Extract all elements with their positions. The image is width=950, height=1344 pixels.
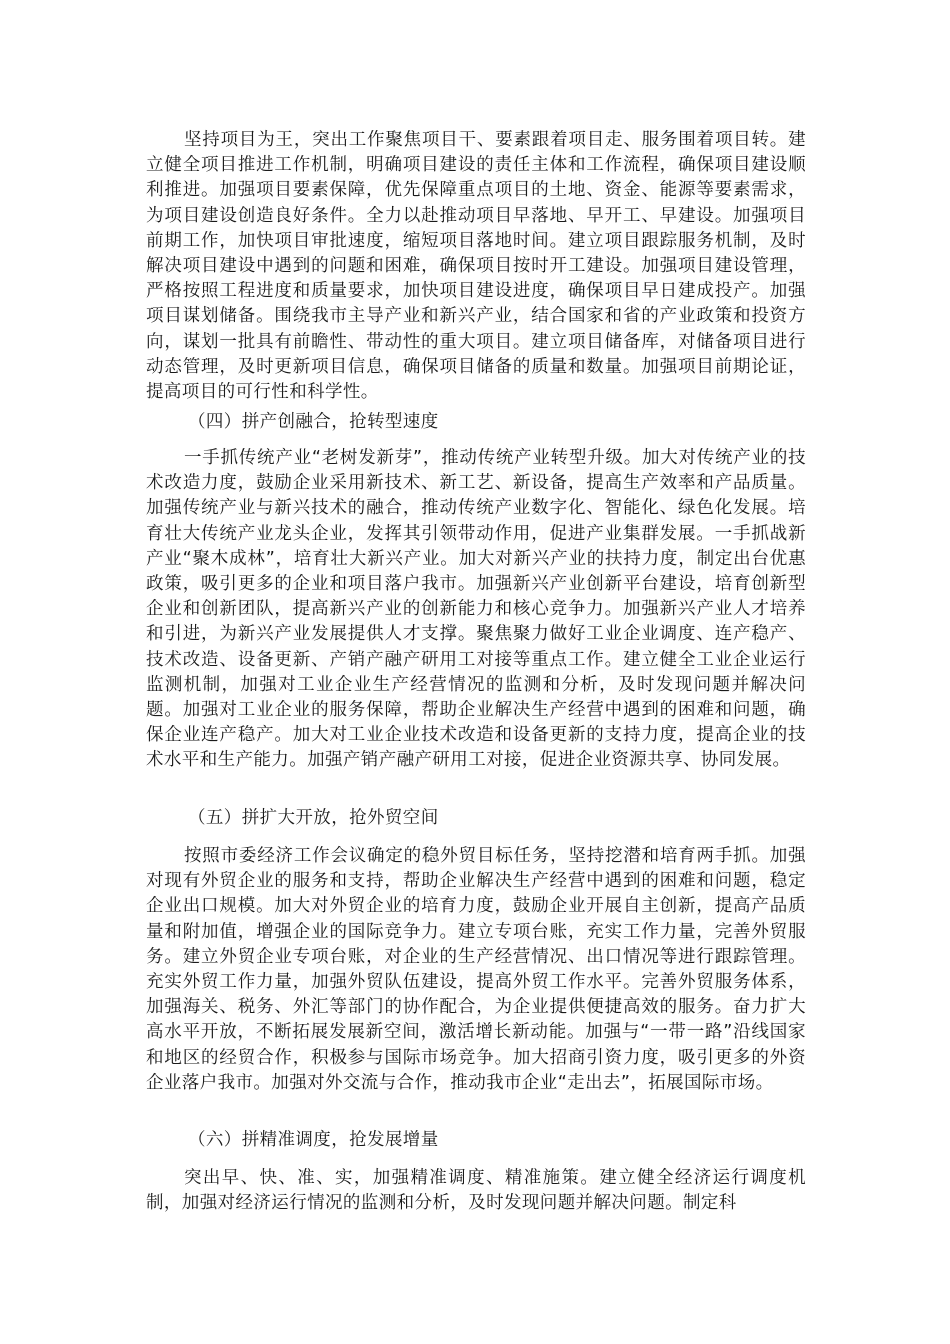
paragraph-industry-integration: 一手抓传统产业“老树发新芽”，推动传统产业转型升级。加大对传统产业的技术改造力度，鼓励企业采用新技术、新工艺、新设备，提高生产效率和产品质量。加强传统产业与新兴技术的融合，推动传统产业数字化、智能化、绿色化发展。培育壮大传统产业龙头企业，发挥其引领带动作用，促进产业集群发展。一手抓战新产业“聚木成林”，培育壮大新兴产业。加大对新兴产业的扶持力度，制定出台优惠政策，吸引更多的企业和项目落户我市。加强新兴产业创新平台建设，培育创新型企业和创新团队，提高新兴产业的创新能力和核心竞争力。加强新兴产业人才培养和引进，为新兴产业发展提供人才支撑。聚焦聚力做好工业企业调度、连产稳产、技术改造、设备更新、产销产融产研用工对接等重点工作。建立健全工业企业运行监测机制，加强对工业企业生产经营情况的监测和分析，及时发现问题并解决问题。加强对工业企业的服务保障，帮助企业解决生产经营中遇到的困难和问题，确保企业连产稳产。加大对工业企业技术改造和设备更新的支持力度，提高企业的技术水平和生产能力。加强产销产融产研用工对接，促进企业资源共享、协同发展。 (146, 448, 806, 771)
section-heading-5: （五）拼扩大开放，抢外贸空间 (188, 808, 439, 828)
paragraph-project-king: 坚持项目为王，突出工作聚焦项目干、要素跟着项目走、服务围着项目转。建立健全项目推进工作机制，明确项目建设的责任主体和工作流程，确保项目建设顺利推进。加强项目要素保障，优先保障重点项目的土地、资金、能源等要素需求，为项目建设创造良好条件。全力以赴推动项目早落地、早开工、早建设。加强项目前期工作，加快项目审批速度，缩短项目落地时间。建立项目跟踪服务机制，及时解决项目建设中遇到的问题和困难，确保项目按时开工建设。加强项目建设管理，严格按照工程进度和质量要求，加快项目建设进度，确保项目早日建成投产。加强项目谋划储备。围绕我市主导产业和新兴产业，结合国家和省的产业政策和投资方向，谋划一批具有前瞻性、带动性的重大项目。建立项目储备库，对储备项目进行动态管理，及时更新项目信息，确保项目储备的质量和数量。加强项目前期论证，提高项目的可行性和科学性。 (146, 130, 806, 403)
section-heading-4: （四）拼产创融合，抢转型速度 (188, 412, 439, 432)
paragraph-precise-dispatch: 突出早、快、准、实，加强精准调度、精准施策。建立健全经济运行调度机制，加强对经济运行情况的监测和分析，及时发现问题并解决问题。制定科 (146, 1168, 806, 1214)
section-heading-6: （六）拼精准调度，抢发展增量 (188, 1130, 439, 1150)
paragraph-opening-up: 按照市委经济工作会议确定的稳外贸目标任务，坚持挖潜和培育两手抓。加强对现有外贸企业的服务和支持，帮助企业解决生产经营中遇到的困难和问题，稳定企业出口规模。加大对外贸企业的培育力度，鼓励企业开展自主创新，提高产品质量和附加值，增强企业的国际竞争力。建立专项台账，充实工作力量，完善外贸服务。建立外贸企业专项台账，对企业的生产经营情况、出口情况等进行跟踪管理。充实外贸工作力量，加强外贸队伍建设，提高外贸工作水平。完善外贸服务体系，加强海关、税务、外汇等部门的协作配合，为企业提供便捷高效的服务。奋力扩大高水平开放，不断拓展发展新空间，激活增长新动能。加强与“一带一路”沿线国家和地区的经贸合作，积极参与国际市场竞争。加大招商引资力度，吸引更多的外资企业落户我市。加强对外交流与合作，推动我市企业“走出去”，拓展国际市场。 (146, 846, 806, 1093)
